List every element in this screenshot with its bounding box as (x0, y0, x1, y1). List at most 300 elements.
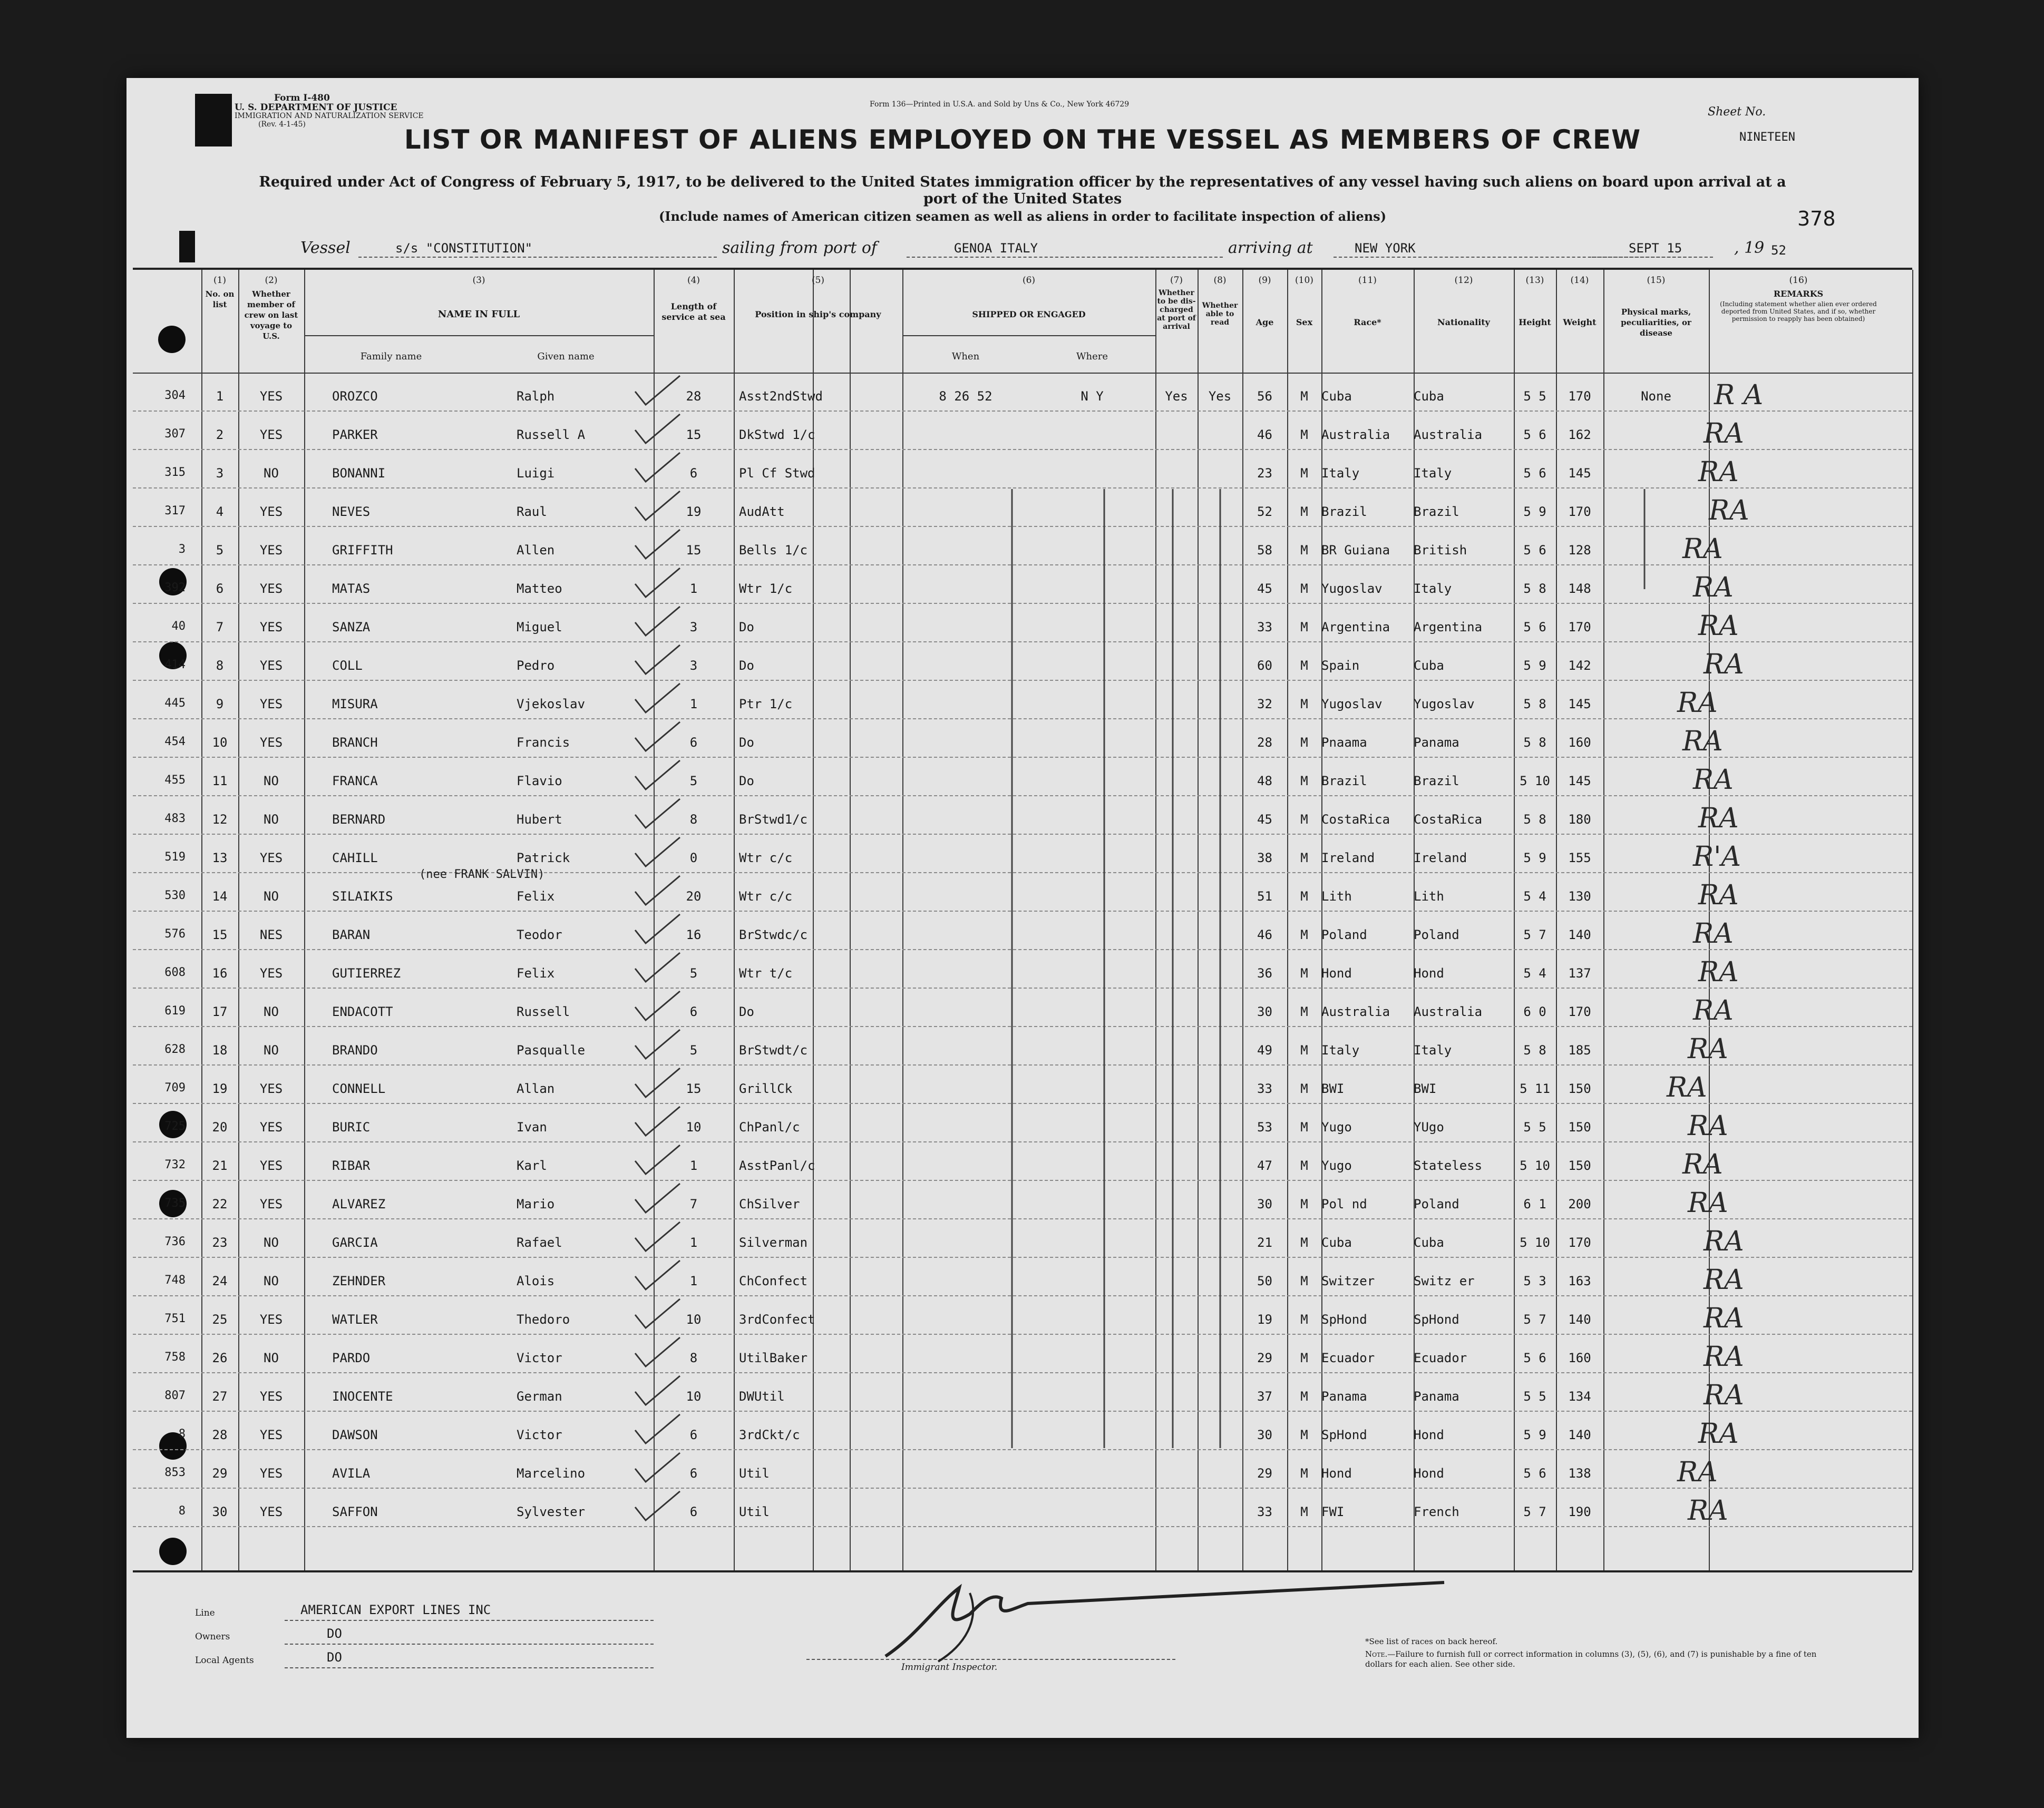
cell-length: 1 (689, 1235, 698, 1250)
cell-weight: 140 (1568, 1312, 1591, 1327)
include-note: (Include names of American citizen seamen as well as aliens in order to facilitate inspection of aliens) (658, 209, 1387, 224)
table-row (133, 1296, 1912, 1335)
cell-position: Wtr c/c (739, 889, 793, 904)
races-note: *See list of races on back hereof. (1365, 1637, 1498, 1646)
cell-weight: 140 (1568, 1428, 1591, 1442)
cell-nationality: YUgo (1414, 1120, 1444, 1135)
cell-no: 26 (212, 1351, 228, 1365)
cell-sex: M (1300, 1158, 1308, 1173)
cell-age: 37 (1257, 1389, 1272, 1404)
cell-margin: 483 (164, 812, 186, 825)
remarks-handwriting: RA (1704, 1264, 1744, 1296)
cell-height: 5 6 (1523, 543, 1546, 558)
col-name-in-full: NAME IN FULL (437, 309, 520, 320)
cell-no: 2 (216, 427, 224, 442)
remarks-handwriting: RA (1698, 879, 1739, 911)
cell-length: 10 (686, 1120, 702, 1135)
remarks-handwriting: RA (1704, 1303, 1744, 1334)
cell-given: Francis (517, 735, 570, 750)
cell-margin: 3 (178, 543, 186, 556)
cell-age: 23 (1257, 466, 1272, 481)
cell-height: 5 10 (1520, 1158, 1550, 1173)
cell-length: 1 (689, 1274, 698, 1288)
remarks-handwriting: RA (1693, 764, 1734, 796)
cell-member: NO (264, 1043, 279, 1058)
cell-nationality: Ecuador (1414, 1351, 1467, 1365)
cell-no: 10 (212, 735, 228, 750)
cell-length: 28 (686, 389, 702, 404)
col-no-on-list: No. on list (205, 289, 235, 309)
cell-sex: M (1300, 889, 1308, 904)
cell-length: 1 (689, 581, 698, 596)
cell-given: Luigi (517, 466, 555, 481)
cell-nationality: British (1414, 543, 1467, 558)
cell-weight: 170 (1568, 504, 1591, 519)
col-physical: Physical marks, peculiarities, or disease (1621, 307, 1691, 338)
cell-margin: 736 (164, 1235, 186, 1248)
cell-given: Ralph (517, 389, 555, 404)
cell-sex: M (1300, 504, 1308, 519)
cell-age: 21 (1257, 1235, 1272, 1250)
col-num: (1) (213, 275, 227, 286)
cell-margin: 519 (164, 851, 186, 864)
cell-position: Do (739, 620, 754, 634)
table-row (133, 1142, 1912, 1181)
cell-sex: M (1300, 1351, 1308, 1365)
cell-family: SILAIKIS (332, 889, 393, 904)
cell-margin: 530 (164, 889, 186, 902)
cell-member: NO (264, 889, 279, 904)
cell-length: 5 (689, 1043, 698, 1058)
table-row (133, 412, 1912, 450)
cell-height: 5 9 (1523, 504, 1546, 519)
table-row (133, 1373, 1912, 1412)
cell-family: INOCENTE (332, 1389, 393, 1404)
cell-member: NES (259, 927, 283, 942)
col-remarks: REMARKS (1773, 289, 1824, 299)
cell-sex: M (1300, 620, 1308, 634)
cell-family: BERNARD (332, 812, 386, 827)
cell-member: YES (259, 658, 283, 673)
line-label: Line (195, 1608, 215, 1618)
cell-sex: M (1300, 1081, 1308, 1096)
agents-value: DO (327, 1650, 342, 1665)
cell-height: 5 6 (1523, 1466, 1546, 1481)
remarks-handwriting: RA (1693, 918, 1734, 950)
cell-height: 5 8 (1523, 697, 1546, 711)
cell-nationality: SpHond (1414, 1312, 1459, 1327)
cell-member: YES (259, 1389, 283, 1404)
table-row (133, 450, 1912, 488)
cell-family: BARAN (332, 927, 371, 942)
cell-given: Felix (517, 966, 555, 981)
sheet-value: NINETEEN (1739, 131, 1795, 144)
col-sex: Sex (1296, 317, 1313, 327)
cell-given: Karl (517, 1158, 547, 1173)
cell-no: 22 (212, 1197, 228, 1211)
cell-member: YES (259, 1312, 283, 1327)
cell-age: 51 (1257, 889, 1272, 904)
date-value: SEPT 15 (1629, 241, 1682, 256)
cell-position: Do (739, 658, 754, 673)
col-race: Race* (1354, 317, 1381, 327)
cell-race: Australia (1321, 1004, 1390, 1019)
cell-race: Cuba (1321, 1235, 1352, 1250)
cell-position: 3rdConfect (739, 1312, 815, 1327)
cell-no: 3 (216, 466, 224, 481)
cell-nationality: Cuba (1414, 658, 1444, 673)
cell-age: 33 (1257, 620, 1272, 634)
cell-length: 5 (689, 966, 698, 981)
col-num: (15) (1647, 275, 1666, 286)
service: IMMIGRATION AND NATURALIZATION SERVICE (235, 112, 424, 120)
cell-weight: 130 (1568, 889, 1591, 904)
cell-length: 6 (689, 1504, 698, 1519)
cell-weight: 128 (1568, 543, 1591, 558)
vessel-label: Vessel (300, 239, 351, 257)
cell-length: 3 (689, 620, 698, 634)
sailing-label: sailing from port of (722, 239, 877, 257)
remarks-handwriting: RA (1682, 533, 1723, 565)
table-row (133, 758, 1912, 796)
cell-margin: 758 (164, 1351, 186, 1364)
table-row (133, 950, 1912, 989)
cell-position: AsstPanl/c (739, 1158, 815, 1173)
vessel-line (300, 239, 1829, 260)
table-row (133, 488, 1912, 527)
cell-given: Allan (517, 1081, 555, 1096)
cell-length: 6 (689, 466, 698, 481)
cell-race: Spain (1321, 658, 1360, 673)
cell-race: Italy (1321, 1043, 1360, 1058)
cell-margin: 709 (164, 1081, 186, 1094)
cell-sex: M (1300, 774, 1308, 788)
cell-height: 5 5 (1523, 1389, 1546, 1404)
cell-no: 27 (212, 1389, 228, 1404)
cell-race: Argentina (1321, 620, 1390, 634)
cell-margin: 608 (164, 966, 186, 979)
table-row (133, 1066, 1912, 1104)
cell-sex: M (1300, 1504, 1308, 1519)
cell-sex: M (1300, 389, 1308, 404)
cell-position: Do (739, 735, 754, 750)
cell-nationality: Hond (1414, 1466, 1444, 1481)
cell-no: 14 (212, 889, 228, 904)
cell-race: Panama (1321, 1389, 1367, 1404)
cell-margin: 735 (164, 1197, 186, 1210)
cell-given: Sylvester (517, 1504, 586, 1519)
cell-height: 5 3 (1523, 1274, 1546, 1288)
cell-nationality: Lith (1414, 889, 1444, 904)
cell-race: Hond (1321, 966, 1352, 981)
cell-position: Bells 1/c (739, 543, 808, 558)
cell-member: YES (259, 966, 283, 981)
cell-race: Switzer (1321, 1274, 1375, 1288)
revision: (Rev. 4-1-45) (258, 120, 306, 129)
col-length: Length of service at sea (661, 301, 726, 322)
cell-nationality: Cuba (1414, 389, 1444, 404)
col-num: (2) (265, 275, 278, 286)
col-shipped: SHIPPED OR ENGAGED (972, 309, 1086, 319)
cell-weight: 160 (1568, 735, 1591, 750)
cell-position: 3rdCkt/c (739, 1428, 800, 1442)
cell-family: GARCIA (332, 1235, 378, 1250)
cell-age: 30 (1257, 1197, 1272, 1211)
cell-race: Pnaama (1321, 735, 1367, 750)
cell-age: 36 (1257, 966, 1272, 981)
year-value: 52 (1771, 243, 1786, 258)
cell-margin: 732 (164, 1158, 186, 1171)
cell-race: Yugo (1321, 1158, 1352, 1173)
cell-family: PARDO (332, 1351, 371, 1365)
cell-given: Flavio (517, 774, 562, 788)
cell-nationality: Panama (1414, 1389, 1459, 1404)
cell-age: 30 (1257, 1428, 1272, 1442)
cell-member: YES (259, 581, 283, 596)
cell-sex: M (1300, 812, 1308, 827)
cell-member: YES (259, 620, 283, 634)
col-num: (4) (687, 275, 700, 286)
page-title: LIST OR MANIFEST OF ALIENS EMPLOYED ON THE VESSEL AS MEMBERS OF CREW (404, 124, 1641, 155)
cell-given: Victor (517, 1428, 562, 1442)
cell-height: 5 9 (1523, 1428, 1546, 1442)
cell-margin: 315 (164, 466, 186, 479)
cell-margin: 8 (178, 1504, 186, 1518)
col-num: (10) (1295, 275, 1313, 286)
remarks-handwriting: RA (1698, 456, 1739, 488)
cell-no: 28 (212, 1428, 228, 1442)
cell-weight: 155 (1568, 851, 1591, 865)
remarks-handwriting: RA (1704, 1341, 1744, 1373)
printer-line: Form 136—Printed in U.S.A. and Sold by Uns & Co., New York 46729 (870, 100, 1130, 109)
cell-given: Hubert (517, 812, 562, 827)
note-text: —Failure to furnish full or correct information in columns (3), (5), (6), and (7) is punishable by a fine of ten dollars for each alien. See other side. (1365, 1649, 1817, 1669)
table-row (133, 1219, 1912, 1258)
cell-length: 15 (686, 1081, 702, 1096)
cell-age: 45 (1257, 581, 1272, 596)
cell-no: 4 (216, 504, 224, 519)
remarks-handwriting: RA (1709, 495, 1749, 526)
cell-member: YES (259, 1428, 283, 1442)
col-num: (6) (1022, 275, 1036, 286)
cell-given: Teodor (517, 927, 562, 942)
cell-height: 5 7 (1523, 927, 1546, 942)
cell-weight: 162 (1568, 427, 1591, 442)
cell-nationality: Brazil (1414, 504, 1459, 519)
cell-sex: M (1300, 1004, 1308, 1019)
cell-sex: M (1300, 658, 1308, 673)
cell-race: Pol nd (1321, 1197, 1367, 1211)
cell-position: GrillCk (739, 1081, 793, 1096)
cell-margin: 414 (164, 658, 186, 671)
cell-length: 10 (686, 1312, 702, 1327)
cell-member: YES (259, 543, 283, 558)
cell-sex: M (1300, 1428, 1308, 1442)
cell-height: 5 6 (1523, 620, 1546, 634)
cell-race: BR Guiana (1321, 543, 1390, 558)
cell-age: 29 (1257, 1351, 1272, 1365)
cell-position: Silverman (739, 1235, 808, 1250)
cell-member: YES (259, 697, 283, 711)
table-row (133, 835, 1912, 873)
cell-race: Italy (1321, 466, 1360, 481)
cell-position: Ptr 1/c (739, 697, 793, 711)
remarks-handwriting: RA (1698, 1418, 1739, 1450)
port-value: GENOA ITALY (954, 241, 1038, 256)
cell-length: 0 (689, 851, 698, 865)
cell-height: 5 10 (1520, 1235, 1550, 1250)
cell-family: NEVES (332, 504, 371, 519)
required-line-1: Required under Act of Congress of February 5, 1917, to be delivered to the United States immigration officer by the representatives of any vessel having such aliens on board upon arrival at a (259, 174, 1786, 190)
cell-family: ALVAREZ (332, 1197, 386, 1211)
cell-member: YES (259, 1081, 283, 1096)
col-num: (3) (472, 275, 485, 286)
cell-read: Yes (1208, 389, 1232, 404)
cell-height: 5 6 (1523, 427, 1546, 442)
cell-margin: 445 (164, 697, 186, 710)
remarks-handwriting: RA (1698, 803, 1739, 834)
cell-no: 30 (212, 1504, 228, 1519)
cell-member: YES (259, 1466, 283, 1481)
cell-no: 1 (216, 389, 224, 404)
cell-nationality: Brazil (1414, 774, 1459, 788)
cell-race: Lith (1321, 889, 1352, 904)
cell-position: Wtr t/c (739, 966, 793, 981)
cell-member: YES (259, 851, 283, 865)
remarks-handwriting: RA (1704, 418, 1744, 449)
inspector-label: Immigrant Inspector. (901, 1662, 998, 1673)
table-row (133, 1258, 1912, 1296)
col-able-read: Whether able to read (1202, 301, 1238, 327)
cell-length: 16 (686, 927, 702, 942)
cell-member: NO (264, 774, 279, 788)
cell-position: BrStwdc/c (739, 927, 808, 942)
remarks-handwriting: RA (1682, 1149, 1723, 1180)
cell-weight: 185 (1568, 1043, 1591, 1058)
cell-position: ChPanl/c (739, 1120, 800, 1135)
required-line-2: port of the United States (923, 191, 1122, 207)
cell-weight: 145 (1568, 697, 1591, 711)
cell-given: Marcelino (517, 1466, 586, 1481)
cell-margin: 807 (164, 1389, 186, 1402)
cell-no: 15 (212, 927, 228, 942)
arriving-label: arriving at (1228, 239, 1313, 257)
cell-family: RIBAR (332, 1158, 371, 1173)
table-row (133, 1104, 1912, 1142)
cell-race: Yugoslav (1321, 581, 1383, 596)
cell-age: 53 (1257, 1120, 1272, 1135)
cell-member: YES (259, 1197, 283, 1211)
cell-when: 8 26 52 (939, 389, 992, 404)
remarks-handwriting: RA (1688, 1033, 1728, 1065)
manifest-sheet (126, 78, 1919, 1738)
cell-age: 45 (1257, 812, 1272, 827)
col-num: (12) (1454, 275, 1473, 286)
year-prefix: , 19 (1734, 239, 1765, 257)
cell-family: ENDACOTT (332, 1004, 393, 1019)
cell-height: 5 7 (1523, 1312, 1546, 1327)
cell-given: Pasqualle (517, 1043, 586, 1058)
cell-given: Raul (517, 504, 547, 519)
cell-position: ChSilver (739, 1197, 800, 1211)
form-number: Form I-480 (274, 93, 330, 103)
cell-length: 7 (689, 1197, 698, 1211)
cell-family: MISURA (332, 697, 378, 711)
cell-age: 38 (1257, 851, 1272, 865)
cell-age: 30 (1257, 1004, 1272, 1019)
cell-margin: 725 (164, 1120, 186, 1133)
col-num: (14) (1570, 275, 1589, 286)
cell-race: Australia (1321, 427, 1390, 442)
cell-position: Util (739, 1504, 770, 1519)
cell-race: Brazil (1321, 774, 1367, 788)
line-value: AMERICAN EXPORT LINES INC (300, 1602, 491, 1617)
cell-age: 49 (1257, 1043, 1272, 1058)
cell-given: Felix (517, 889, 555, 904)
cell-family: PARKER (332, 427, 378, 442)
cell-family: AVILA (332, 1466, 371, 1481)
cell-no: 23 (212, 1235, 228, 1250)
cell-sex: M (1300, 466, 1308, 481)
cell-no: 24 (212, 1274, 228, 1288)
cell-length: 1 (689, 697, 698, 711)
cell-family: GUTIERREZ (332, 966, 401, 981)
remarks-handwriting: RA (1682, 726, 1723, 757)
cell-no: 29 (212, 1466, 228, 1481)
cell-given: Matteo (517, 581, 562, 596)
cell-weight: 140 (1568, 927, 1591, 942)
remarks-handwriting: RA (1688, 1110, 1728, 1142)
table-row (133, 1450, 1912, 1489)
failure-note (1365, 1649, 1829, 1669)
cell-given: Pedro (517, 658, 555, 673)
cell-height: 5 5 (1523, 389, 1546, 404)
cell-weight: 150 (1568, 1081, 1591, 1096)
cell-weight: 160 (1568, 1351, 1591, 1365)
remarks-handwriting: R A (1714, 379, 1764, 411)
col-age: Age (1255, 317, 1274, 327)
nee-annotation: (nee FRANK SALVIN) (419, 868, 545, 881)
cell-sex: M (1300, 966, 1308, 981)
vessel-value: s/s "CONSTITUTION" (395, 241, 533, 256)
cell-member: NO (264, 1004, 279, 1019)
cell-position: ChConfect (739, 1274, 808, 1288)
cell-weight: 134 (1568, 1389, 1591, 1404)
col-given-name: Given name (537, 351, 595, 362)
cell-sex: M (1300, 1043, 1308, 1058)
cell-weight: 163 (1568, 1274, 1591, 1288)
cell-sex: M (1300, 1274, 1308, 1288)
stamp-number: 378 (1797, 207, 1836, 230)
remarks-handwriting: RA (1704, 1226, 1744, 1257)
cell-margin: 455 (164, 774, 186, 787)
cell-race: Yugo (1321, 1120, 1352, 1135)
cell-race: CostaRica (1321, 812, 1390, 827)
cell-family: COLL (332, 658, 363, 673)
cell-nationality: French (1414, 1504, 1459, 1519)
cell-height: 6 0 (1523, 1004, 1546, 1019)
cell-nationality: Hond (1414, 966, 1444, 981)
cell-length: 15 (686, 543, 702, 558)
cell-nationality: Poland (1414, 1197, 1459, 1211)
cell-given: Allen (517, 543, 555, 558)
cell-member: NO (264, 1351, 279, 1365)
cell-family: DAWSON (332, 1428, 378, 1442)
cell-sex: M (1300, 1197, 1308, 1211)
cell-nationality: Italy (1414, 1043, 1452, 1058)
table-row (133, 1027, 1912, 1066)
cell-weight: 170 (1568, 620, 1591, 634)
